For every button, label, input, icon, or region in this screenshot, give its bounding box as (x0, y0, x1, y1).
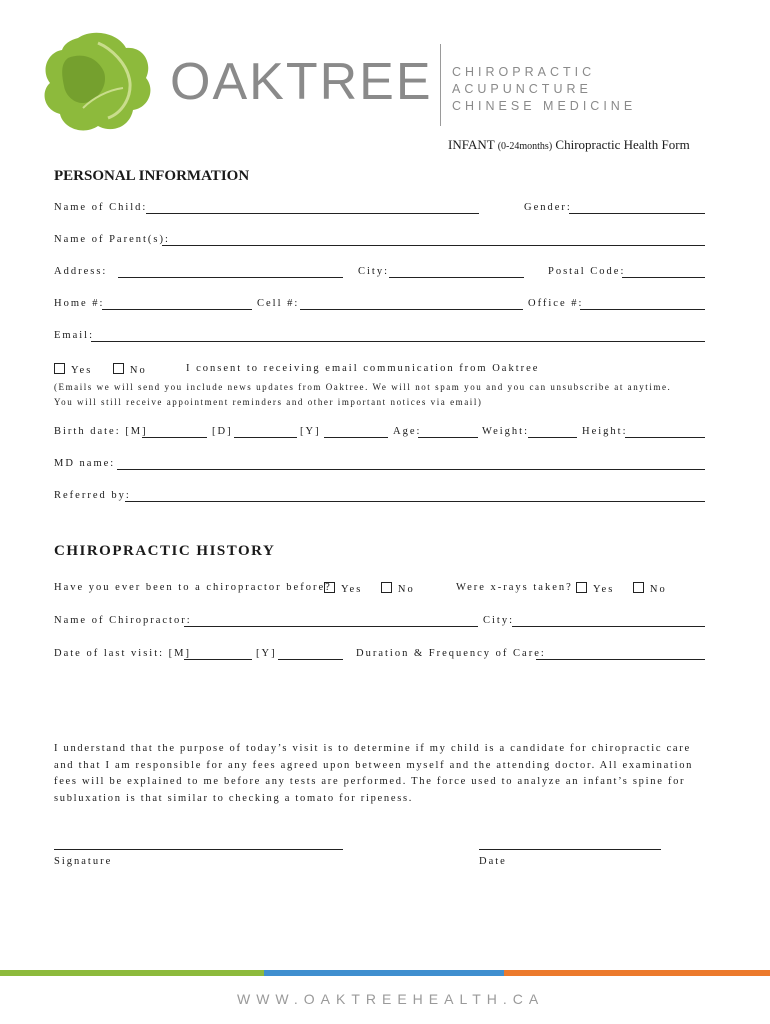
city-field[interactable] (389, 277, 524, 278)
footer-bar-blue (264, 970, 504, 976)
personal-heading: PERSONAL INFORMATION (54, 168, 250, 184)
logo-line-chinese-medicine: CHINESE MEDICINE (452, 99, 637, 113)
consent-text: I consent to receiving email communication from Oaktree (186, 363, 540, 374)
logo (38, 28, 638, 138)
xrays-no-checkbox[interactable] (633, 582, 644, 593)
last-visit-year-label: [Y] (256, 648, 277, 659)
xrays-options (576, 582, 667, 595)
gender-label: Gender: (524, 202, 572, 213)
postal-code-label: Postal Code: (548, 266, 626, 277)
consent-statement: I understand that the purpose of today’s visit is to determine if my child is a candidate for chiropractic care and that I am responsible for any fees agreed upon between myself and the attending doctor. All examination fees will be explained to me before any tests are performed. The force used to analyze an infant’s spine for subluxation is that similar to checking a tomato for ripeness. (54, 743, 694, 804)
parents-label: Name of Parent(s): (54, 234, 170, 245)
birth-date-label: Birth date: [M] (54, 426, 148, 437)
form-title-post: Chiropractic Health Form (555, 137, 690, 152)
logo-line-acupuncture: ACUPUNCTURE (452, 82, 592, 96)
prior-chiro-yes-checkbox[interactable] (324, 582, 335, 593)
last-visit-label: Date of last visit: [M] (54, 648, 191, 659)
cell-phone-field[interactable] (300, 309, 523, 310)
birth-year-label: [Y] (300, 426, 321, 437)
height-field[interactable] (625, 437, 705, 438)
signature-field[interactable] (54, 849, 343, 850)
consent-no-checkbox[interactable] (113, 363, 124, 374)
city-label: City: (358, 266, 390, 277)
address-label: Address: (54, 266, 108, 277)
chiro-heading: CHIROPRACTIC HISTORY (54, 543, 276, 559)
prior-chiro-options (324, 582, 415, 595)
chiro-city-field[interactable] (512, 626, 705, 627)
signature-label: Signature (54, 856, 113, 867)
email-note-line-1: (Emails we will send you include news updates from Oaktree. We will not spam you and you can unsubscribe at anytime. (54, 382, 672, 392)
xrays-no-label: No (649, 584, 667, 595)
consent-yes-checkbox[interactable] (54, 363, 65, 374)
duration-label: Duration & Frequency of Care: (356, 648, 546, 659)
prior-chiro-no-label: No (397, 584, 415, 595)
xrays-question: Were x-rays taken? (456, 582, 573, 593)
prior-chiro-question: Have you ever been to a chiropractor before? (54, 582, 332, 593)
oak-leaf-icon (38, 28, 158, 138)
email-field[interactable] (91, 341, 705, 342)
logo-tagline (452, 64, 636, 115)
md-name-field[interactable] (117, 469, 705, 470)
md-name-label: MD name: (54, 458, 116, 469)
logo-wordmark: OAKTREE (170, 53, 433, 111)
birth-day-label: [D] (212, 426, 233, 437)
cell-phone-label: Cell #: (257, 298, 300, 309)
birth-year-field[interactable] (324, 437, 388, 438)
referred-by-field[interactable] (125, 501, 705, 502)
referred-by-label: Referred by: (54, 490, 131, 501)
chiro-city-label: City: (483, 615, 515, 626)
date-field[interactable] (479, 849, 661, 850)
office-phone-field[interactable] (580, 309, 705, 310)
home-phone-label: Home #: (54, 298, 105, 309)
prior-chiro-yes-label: Yes (341, 584, 363, 595)
weight-label: Weight: (482, 426, 529, 437)
footer-website: WWW.OAKTREEHEALTH.CA (237, 991, 545, 1007)
age-field[interactable] (418, 437, 478, 438)
chiropractor-name-label: Name of Chiropractor: (54, 615, 192, 626)
consent-no-label: No (129, 365, 147, 376)
gender-field[interactable] (569, 213, 705, 214)
email-note (54, 380, 671, 410)
office-phone-label: Office #: (528, 298, 584, 309)
name-of-child-label: Name of Child: (54, 202, 148, 213)
form-title-age: (0-24months) (497, 141, 553, 152)
chiropractor-name-field[interactable] (184, 626, 478, 627)
form-title (448, 137, 690, 153)
xrays-yes-label: Yes (593, 584, 615, 595)
birth-day-field[interactable] (234, 437, 297, 438)
last-visit-year-field[interactable] (278, 659, 343, 660)
logo-divider (440, 44, 441, 126)
consent-yes-label: Yes (71, 365, 93, 376)
duration-field[interactable] (536, 659, 705, 660)
email-note-line-2: You will still receive appointment reminders and other important notices via email) (54, 397, 483, 407)
birth-month-field[interactable] (142, 437, 207, 438)
footer-bar-green (0, 970, 264, 976)
height-label: Height: (582, 426, 628, 437)
prior-chiro-no-checkbox[interactable] (381, 582, 392, 593)
age-label: Age: (393, 426, 422, 437)
logo-line-chiropractic: CHIROPRACTIC (452, 65, 596, 79)
consent-row (54, 363, 147, 376)
weight-field[interactable] (528, 437, 577, 438)
email-label: Email: (54, 330, 94, 341)
last-visit-month-field[interactable] (184, 659, 252, 660)
name-of-child-field[interactable] (146, 213, 479, 214)
date-label: Date (479, 856, 507, 867)
home-phone-field[interactable] (102, 309, 252, 310)
footer-bar-orange (504, 970, 770, 976)
parents-field[interactable] (162, 245, 705, 246)
address-field[interactable] (118, 277, 343, 278)
postal-code-field[interactable] (622, 277, 705, 278)
form-title-pre: INFANT (448, 137, 495, 152)
xrays-yes-checkbox[interactable] (576, 582, 587, 593)
